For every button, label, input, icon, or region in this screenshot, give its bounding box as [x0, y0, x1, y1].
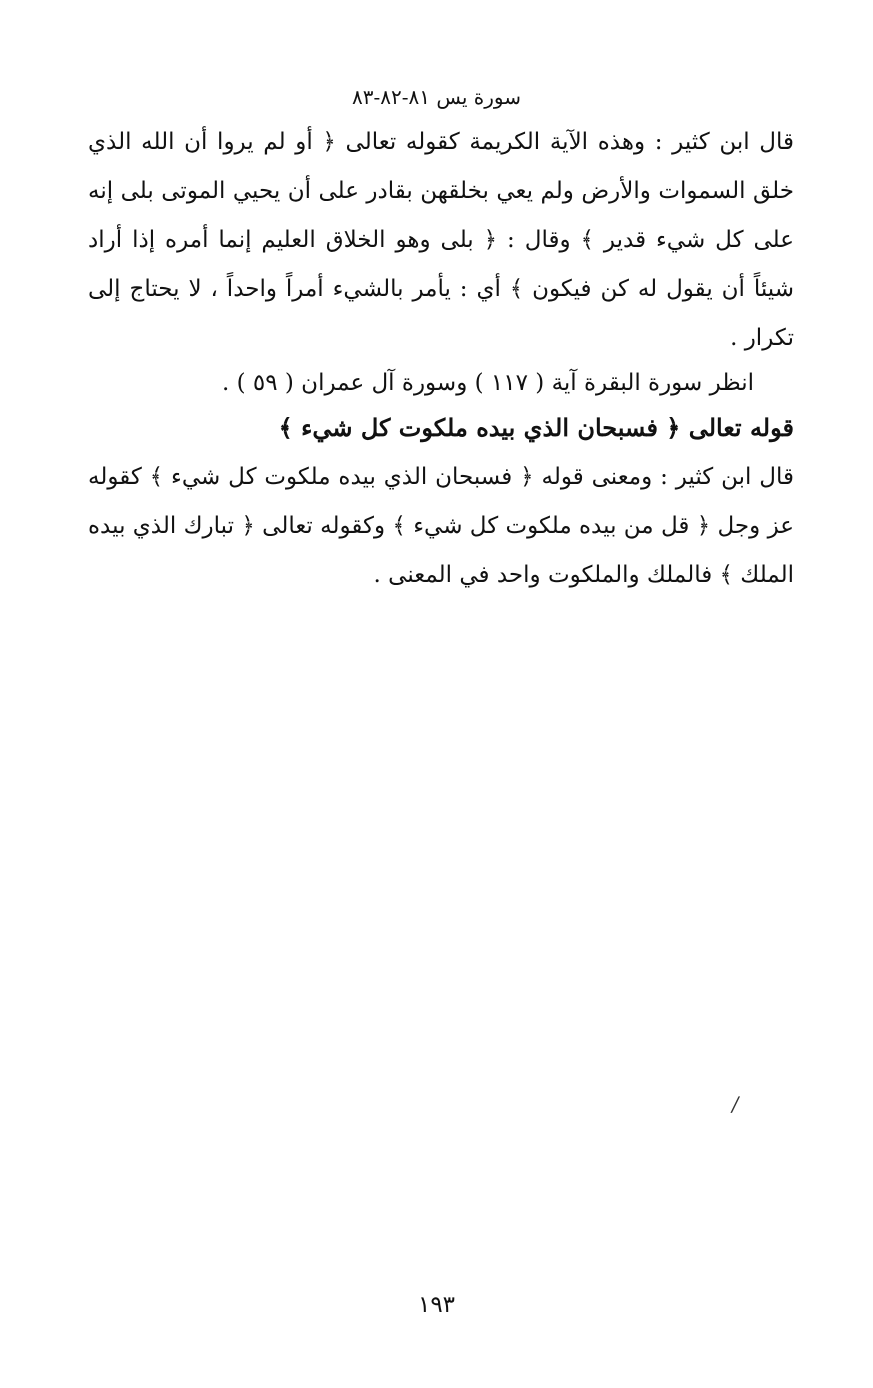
commentary-paragraph-1: قال ابن كثير : وهذه الآية الكريمة كقوله تعالى ﴿ أو لم يروا أن الله الذي خلق السموات والأرض ولم يعي بخلقهن بقادر على أن يحيي الموتى بلى إنه على كل شيء قدير ﴾ وقال : ﴿ بلى وهو الخلاق العليم إنما أمره إذا أراد شيئاً أن يقول له كن فيكون ﴾ أي : يأمر بالشيء أمراً واحداً ، لا يحتاج إلى تكرار .: [88, 129, 794, 351]
commentary-paragraph-2: قال ابن كثير : ومعنى قوله ﴿ فسبحان الذي بيده ملكوت كل شيء ﴾ كقوله عز وجل ﴿ قل من بيده ملكوت كل شيء ﴾ وكقوله تعالى ﴿ تبارك الذي بيده الملك ﴾ فالملك والملكوت واحد في المعنى .: [88, 464, 794, 588]
page-body: [88, 118, 794, 600]
section-heading: قوله تعالى ﴿ فسبحان الذي بيده ملكوت كل شيء ﴾: [278, 413, 794, 442]
running-head: سورة يس ٨١-٨٢-٨٣: [352, 85, 521, 109]
page-number: ١٩٣: [417, 1292, 456, 1318]
stray-pen-mark: /: [729, 1092, 741, 1116]
cross-reference-line: انظر سورة البقرة آية ( ١١٧ ) وسورة آل عمران ( ٥٩ ) .: [221, 370, 754, 396]
